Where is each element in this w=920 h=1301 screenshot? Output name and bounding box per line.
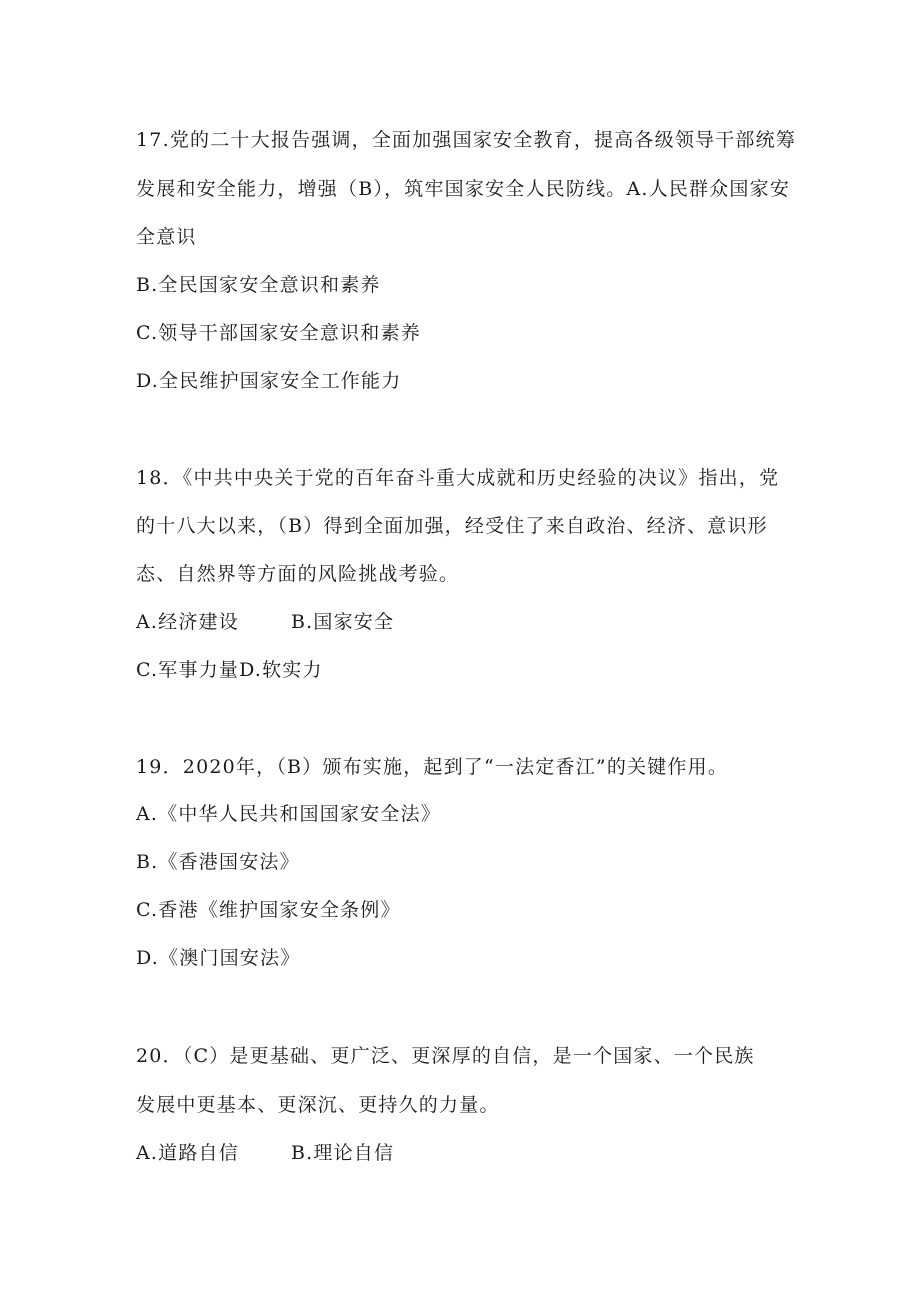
q17-stem-line-3: 全意识 — [136, 226, 197, 248]
q17-option-b: B.全民国家安全意识和素养 — [136, 274, 381, 296]
q19-option-a: A.《中华人民共和国国家安全法》 — [136, 803, 441, 825]
q18-stem-line-2: 的十八大以来，（B）得到全面加强，经受住了来自政治、经济、意识形 — [136, 515, 768, 537]
q17-option-c: C.领导干部国家安全意识和素养 — [136, 322, 421, 344]
q18-option-b: B.国家安全 — [290, 611, 395, 633]
q17-option-d: D.全民维护国家安全工作能力 — [136, 370, 402, 392]
q18-option-row-1 — [136, 610, 394, 634]
q19-option-c: C.香港《维护国家安全条例》 — [136, 899, 401, 921]
q17-stem-line-2: 发展和安全能力，增强（B），筑牢国家安全人民防线。A.人民群众国家安 — [136, 178, 791, 200]
q20-option-row-1 — [136, 1141, 394, 1165]
q20-option-a: A.道路自信 — [136, 1142, 239, 1164]
q17-stem-line-1: 17.党的二十大报告强调，全面加强国家安全教育，提高各级领导干部统筹 — [136, 129, 797, 151]
q20-stem-line-2: 发展中更基本、更深沉、更持久的力量。 — [136, 1094, 500, 1116]
q18-stem-line-3: 态、自然界等方面的风险挑战考验。 — [136, 563, 460, 585]
q19-option-d: D.《澳门国安法》 — [136, 947, 301, 969]
q20-stem-line-1: 20．（C）是更基础、更广泛、更深厚的自信，是一个国家、一个民族 — [136, 1045, 755, 1067]
q18-option-row-2: C.军事力量D.软实力 — [136, 659, 323, 681]
q19-stem-line-1: 19．2020年，（B）颁布实施，起到了“一法定香江”的关键作用。 — [136, 756, 729, 778]
q18-option-a: A.经济建设 — [136, 611, 239, 633]
q19-option-b: B.《香港国安法》 — [136, 851, 300, 873]
q18-stem-line-1: 18．《中共中央关于党的百年奋斗重大成就和历史经验的决议》指出，党 — [136, 467, 780, 489]
q20-option-b: B.理论自信 — [290, 1142, 395, 1164]
